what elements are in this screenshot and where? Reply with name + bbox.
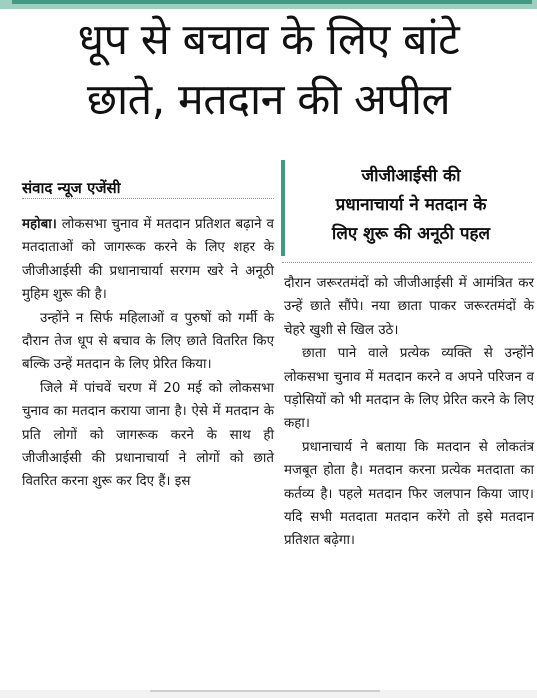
- sidebar-accent-bar: [281, 160, 285, 256]
- dateline: महोबा।: [22, 217, 57, 232]
- sidebar-headline-line-1: जीजीआईसी की: [361, 166, 461, 186]
- article-paragraph: प्रधानाचार्य ने बताया कि मतदान से लोकतंत्र मजबूत होता है। मतदान करना प्रत्येक मतदाता का कर्तव्य है। पहले मतदान फिर जलपान किया जाए। यदि सभी मतदाता मतदान करेंगे तो इसे मतदान प्रतिशत बढ़ेगा।: [284, 439, 534, 549]
- headline: [0, 10, 537, 130]
- top-color-band: [0, 0, 537, 9]
- article-paragraph: [22, 213, 274, 307]
- article-paragraph: छाता पाने वाले प्रत्येक व्यक्ति से उन्होंने लोकसभा चुनाव में मतदान करने व अपने परिजन व पड़ोसियों को भी मतदान के लिए प्रेरित करने के लिए कहा।: [284, 346, 534, 432]
- sidebar-headline-line-3: लिए शुरू की अनूठी पहल: [331, 224, 491, 244]
- byline: संवाद न्यूज एजेंसी: [22, 179, 121, 197]
- headline-line-1: धूप से बचाव के लिए बांटे: [77, 15, 460, 65]
- article-paragraph: दौरान जरूरतमंदों को जीजीआईसी में आमंत्रित कर उन्हें छाते सौंपे। नया छाता पाकर जरूरतमंदों के चेहरे खुशी से खिल उठे।: [284, 276, 534, 338]
- bottom-border-mark: [150, 690, 380, 692]
- sidebar-headline: [289, 162, 533, 249]
- headline-line-2: छाते, मतदान की अपील: [86, 75, 451, 125]
- article-column-right: [284, 272, 534, 553]
- sidebar-divider: [282, 262, 532, 263]
- byline-divider: [22, 198, 274, 199]
- sidebar-headline-line-2: प्रधानाचार्या ने मतदान के: [335, 195, 487, 215]
- top-color-band-accent: [12, 0, 532, 4]
- paragraph-text: लोकसभा चुनाव में मतदान प्रतिशत बढ़ाने व मतदाताओं को जागरूक करने के लिए शहर के जीजीआईसी की प्रधानाचार्या सरगम खरे ने अनूठी मुहिम शुरू की है।: [22, 217, 274, 303]
- article-paragraph: उन्होंने न सिर्फ महिलाओं व पुरुषों को गर्मी के दौरान तेज धूप से बचाव के लिए छाते वितरित किए बल्कि उन्हें मतदान के लिए प्रेरित किया।: [22, 310, 274, 373]
- article-paragraph: जिले में पांचवें चरण में 20 मई को लोकसभा चुनाव का मतदान कराया जाना है। ऐसे में मतदान के प्रति लोगों को जागरूक करने के साथ ही जीजीआईसी की प्रधानाचार्या ने लोगों को छाते वितरित करना शुरू कर दिए हैं। इस: [22, 380, 274, 490]
- sidebar-box: [281, 160, 533, 256]
- article-column-left: [22, 213, 274, 494]
